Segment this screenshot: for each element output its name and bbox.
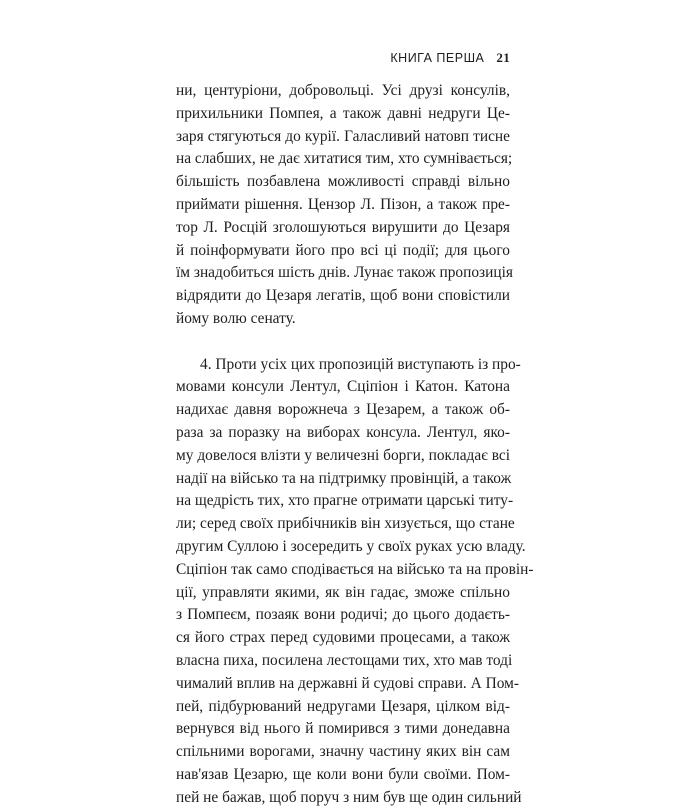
text-line: ли; серед своїх прибічників він хизується, що стане: [176, 515, 515, 533]
text-line: вернувся від нього й помирився з тими донедавна: [176, 720, 510, 738]
text-line: нав'язав Цезарю, ще коли вони були своїми. Пом-: [176, 765, 510, 783]
text-line: ни, центуріони, добровольці. Усі друзі консулів,: [176, 82, 510, 99]
text-line: надихає давня ворожнеча з Цезарем, а також об-: [176, 401, 510, 419]
text-line: чималий вплив на державні й судові справи. А Пом-: [176, 674, 519, 692]
text-line: їм знадобиться шість днів. Лунає також пропозиція: [176, 264, 513, 282]
body-text: [176, 80, 534, 810]
running-header: [390, 50, 510, 66]
text-line: заря стягуються до курії. Галасливий натовп тисне: [176, 127, 510, 145]
paragraph-gap: [176, 331, 510, 354]
text-line: ся його страх перед судовими процесами, а також: [176, 629, 510, 647]
text-line: другим Суллою і зосередить у своїх руках усю владу.: [176, 537, 526, 555]
text-line: на щедрість тих, хто прагне отримати царські титу-: [176, 492, 514, 510]
paragraph: [176, 354, 534, 810]
text-line: пей, підбурюваний недругами Цезаря, цілком від-: [176, 697, 510, 715]
paragraph: [176, 80, 513, 331]
page-number: 21: [496, 50, 510, 65]
text-line: му довелося влізти у величезні борги, покладає всі: [176, 446, 510, 464]
text-line: приймати рішення. Цензор Л. Пізон, а також пре-: [176, 195, 510, 213]
text-line: з Помпеєм, позаяк вони родичі; до цього додаєть-: [176, 606, 510, 624]
text-line: мовами консули Лентул, Сціпіон і Катон. Катона: [176, 378, 510, 396]
text-line: раза за поразку на виборах консула. Лентул, яко-: [176, 423, 510, 441]
text-line: й поінформувати його про всі ці події; для цього: [176, 241, 510, 259]
text-line: тор Л. Росцій зголошуються вирушити до Цезаря: [176, 218, 510, 236]
text-line: на слабших, не дає хитатися тим, хто сумнівається;: [176, 150, 513, 168]
text-line: надії на військо та на підтримку провінцій, а також: [176, 469, 512, 487]
text-line: відрядити до Цезаря легатів, щоб вони сповістили: [176, 287, 510, 305]
paragraphs: [176, 80, 534, 810]
text-line: власна пиха, посилена лестощами тих, хто мав тоді: [176, 651, 513, 669]
text-line: йому волю сенату.: [176, 309, 296, 327]
text-line: Сціпіон так само сподівається на військо та на провін-: [176, 560, 534, 578]
section-title: КНИГА ПЕРША: [390, 51, 485, 65]
text-line: більшість позбавлена можливості справді вільно: [176, 173, 510, 191]
text-line: пей не бажав, щоб поруч з ним був ще один сильний: [176, 788, 522, 806]
text-line: 4. Проти усіх цих пропозицій виступають із про-: [200, 355, 521, 373]
text-line: ції, управляти якими, як він гадає, зможе спільно: [176, 583, 510, 601]
text-line: прихильники Помпея, а також давні недруги Це-: [176, 104, 510, 122]
text-line: спільними ворогами, значну частину яких він сам: [176, 743, 510, 761]
